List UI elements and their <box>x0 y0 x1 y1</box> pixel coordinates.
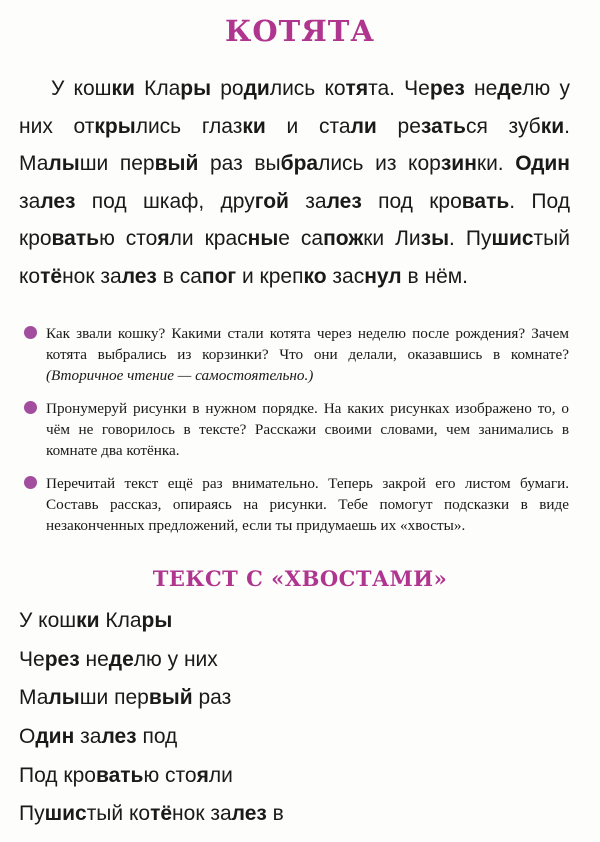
bullet-icon <box>24 326 37 339</box>
task-note: (Вторичное чтение — самостоятельно.) <box>46 367 314 384</box>
task-item <box>24 398 569 461</box>
bullet-icon <box>24 401 37 414</box>
task-text: Перечитай текст ещё раз внимательно. Теперь закрой его листом бумаги. Составь рассказ, опираясь на рисунки. Тебе помогут подсказки в виде незаконченных предложений, если ты придумаешь их «хвосты». <box>46 475 569 534</box>
page-title: КОТЯТА <box>225 14 375 48</box>
tail-sentence: Пушистый котёнок залез в <box>19 802 284 826</box>
story-text <box>19 70 570 295</box>
tail-sentence: Под кроватью стояли <box>19 763 233 787</box>
section-title: ТЕКСТ С «ХВОСТАМИ» <box>152 566 448 591</box>
bullet-icon <box>24 476 37 489</box>
task-item <box>24 323 569 386</box>
task-text: Как звали кошку? Какими стали котята через неделю после рождения? Зачем котята выбрались из корзинки? Что они делали, оказавшись в комнате? <box>46 325 569 363</box>
tail-sentence: Один залез под <box>19 725 178 749</box>
tails-list <box>19 603 579 835</box>
task-item <box>24 473 569 536</box>
tail-sentence: Малыши первый раз <box>19 686 232 710</box>
task-list <box>24 323 569 548</box>
task-text: Пронумеруй рисунки в нужном порядке. На каких рисунках изображено то, о чём не говорилось в тексте? Расскажи своими словами, чем занимались в комнате два котёнка. <box>46 400 569 459</box>
tail-sentence: Через неделю у них <box>19 647 218 671</box>
tail-sentence: У кошки Клары <box>19 609 173 632</box>
story-paragraph: У кошки Клары родились котята. Через неделю у них открылись глазки и стали резаться зубки. Малыши первый раз выбрались из корзинки. Один залез под шкаф, другой залез под кровать. Под кроватью стояли красные сапожки Лизы. Пушистый котёнок залез в сапог и крепко заснул в нём. <box>19 77 570 288</box>
